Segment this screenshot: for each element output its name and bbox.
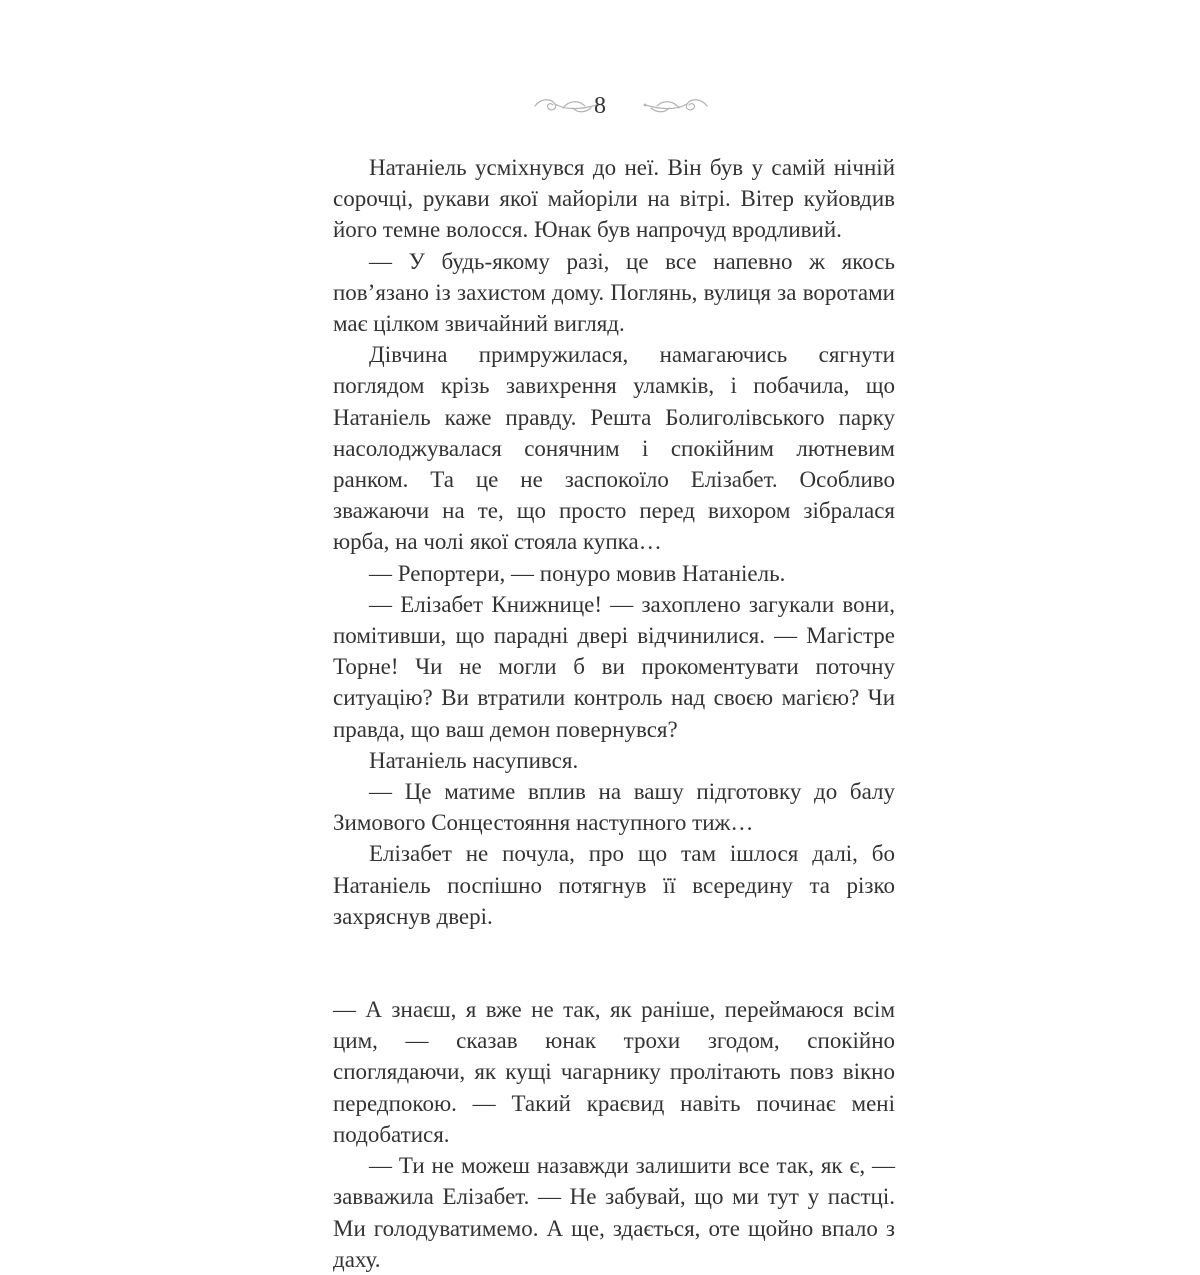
paragraph: Дівчина примружилася, намагаючись сягнути поглядом крізь завихрення уламків, і побачила, що Натаніель каже правду. Решта Болиголівського парку насолоджувалася сонячним і спокійним лютневим ранком. Та це не заспокоїло Елізабет. Особливо зважаючи на те, що просто перед вихором зібралася юрба, на чолі якої стояла купка… xyxy=(333,342,895,555)
section-break xyxy=(333,932,895,994)
paragraph: Натаніель усміхнувся до неї. Він був у самій нічній сорочці, рукави якої майоріли на вітрі. Вітер куйовдив його темне волосся. Юнак був напрочуд вродливий. xyxy=(333,155,895,243)
page-header xyxy=(0,84,1200,132)
flourish-right-icon xyxy=(643,94,709,116)
page-number: 8 xyxy=(594,93,606,119)
paragraph: — Ти не можеш назавжди залишити все так, як є, — завважила Елізабет. — Не забувай, що ми тут у пастці. Ми голодуватимемо. А ще, здається, оте щойно впало з даху. xyxy=(333,1153,895,1272)
paragraph: — Це матиме вплив на вашу підготовку до балу Зимового Сонцестояння наступного тиж… xyxy=(333,779,895,836)
paragraph: — Елізабет Книжнице! — захоплено загукали вони, помітивши, що парадні двері відчинилися. — Магістре Торне! Чи не могли б ви прокоментувати поточну ситуацію? Ви втратили контроль над своєю магією? Чи правда, що ваш демон повернувся? xyxy=(333,591,895,742)
page-body xyxy=(333,152,895,1275)
paragraph: — А знаєш, я вже не так, як раніше, переймаюся всім цим, — сказав юнак трохи згодом, спокійно споглядаючи, як кущі чагарнику пролітають повз вікно передпокою. — Такий краєвид навіть починає мені подобатися. xyxy=(333,997,895,1147)
paragraph: Елізабет не почула, про що там ішлося далі, бо Натаніель поспішно потягнув її всередину та різко захряснув двері. xyxy=(333,841,895,929)
paragraph: — У будь-якому разі, це все напевно ж якось пов’язано із захистом дому. Поглянь, вулиця за воротами має цілком звичайний вигляд. xyxy=(333,248,895,337)
paragraph: Натаніель насупився. xyxy=(369,747,579,773)
paragraph: — Репортери, — понуро мовив Натаніель. xyxy=(369,560,786,586)
